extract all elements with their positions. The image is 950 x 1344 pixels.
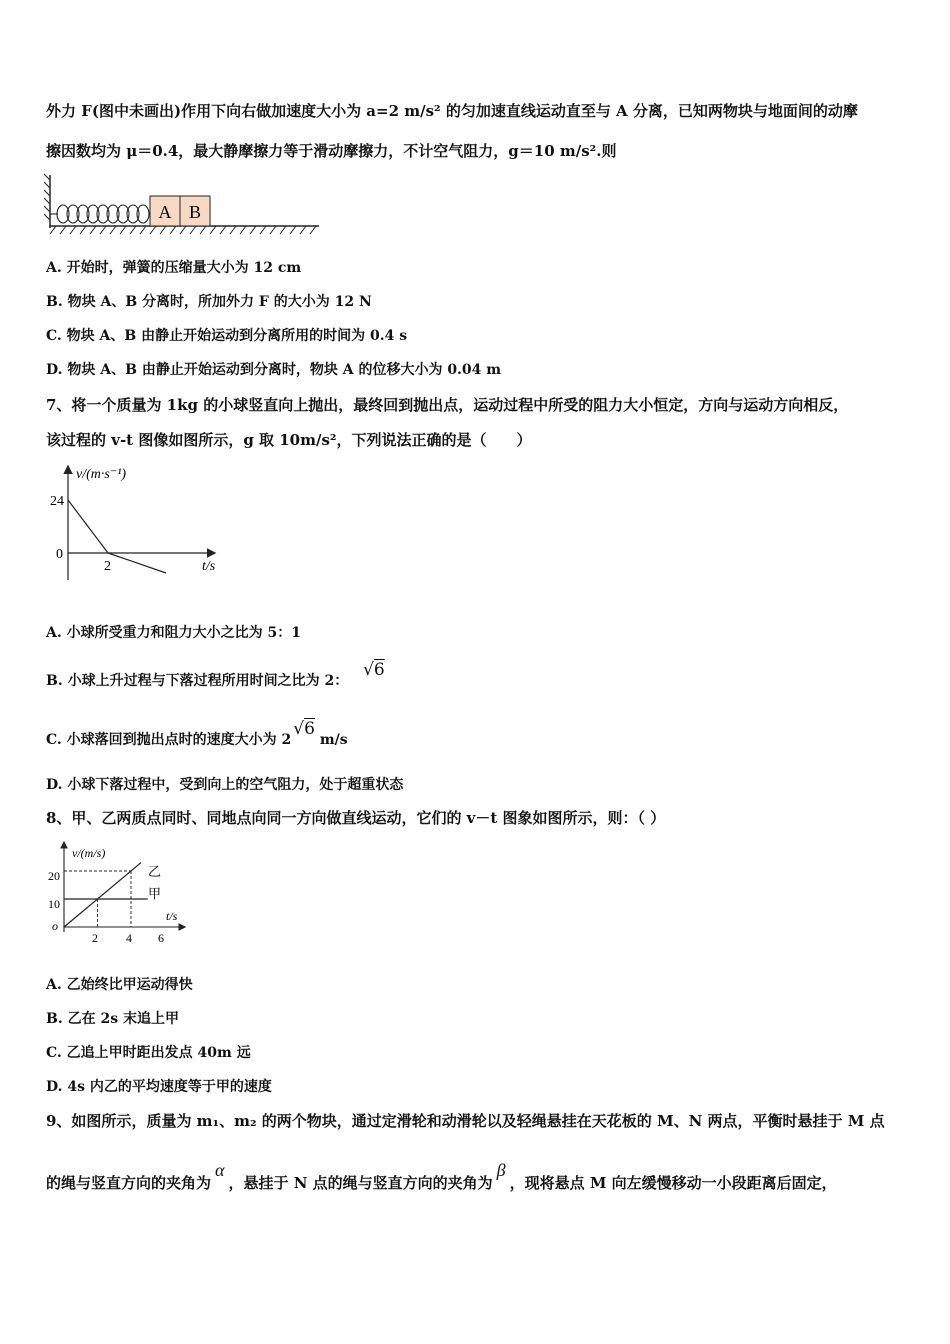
sqrt-6-c-radicand: 6: [304, 719, 315, 739]
spring-blocks-figure: [44, 170, 324, 240]
q6-text-line1: 外力 F(图中未画出)作用下向右做加速度大小为 a=2 m/s² 的匀加速直线运动直至与 A 分离，已知两物块与地面间的动摩: [46, 102, 858, 120]
q7-option-c-unit: m/s: [319, 732, 348, 748]
q7-option-c: [46, 719, 348, 750]
alpha-symbol: α: [215, 1160, 225, 1180]
q9-line2-part3: ，现将悬点 M 向左缓慢移动一小段距离后固定，: [509, 1174, 837, 1192]
q7-text-line2: 该过程的 v-t 图像如图所示，g 取 10m/s²，下列说法正确的是（ ）: [46, 431, 532, 449]
q8-option-a: A. 乙始终比甲运动得快: [46, 977, 193, 993]
q8-x-label: t/s: [166, 909, 178, 923]
block-b-label: B: [188, 202, 202, 222]
q6-text-line2: 擦因数均为 μ＝0.4，最大静摩擦力等于滑动摩擦力，不计空气阻力，g＝10 m/s².则: [46, 142, 617, 160]
q7-option-b: [46, 660, 385, 691]
sqrt-6-b: √6: [363, 660, 385, 680]
q9-text-line1: 9、如图所示，质量为 m₁、m₂ 的两个物块，通过定滑轮和动滑轮以及轻绳悬挂在天花板的 M、N 两点，平衡时悬挂于 M 点: [46, 1112, 885, 1130]
sqrt-6-c: √6: [293, 719, 315, 739]
q8-series-label-yi: 乙: [148, 864, 162, 879]
q8-y-label: v/(m/s): [72, 846, 106, 860]
q8-origin-label: o: [52, 919, 58, 933]
q8-vt-graph: [46, 838, 196, 948]
sqrt-6-b-radicand: 6: [373, 660, 385, 680]
q7-origin-label: 0: [56, 547, 63, 562]
q7-option-a: A. 小球所受重力和阻力大小之比为 5：1: [46, 625, 301, 641]
q8-y-tick-20: 20: [48, 869, 60, 883]
q7-option-d: D. 小球下落过程中，受到向上的空气阻力，处于超重状态: [46, 777, 404, 793]
q8-series-label-jia: 甲: [148, 886, 162, 901]
q8-series-line-yi: [64, 863, 141, 927]
q7-option-b-text: B. 小球上升过程与下落过程所用时间之比为 2：: [46, 673, 349, 689]
q8-y-tick-10: 10: [48, 897, 60, 911]
q9-line2-part2: ，悬挂于 N 点的绳与竖直方向的夹角为: [228, 1174, 493, 1192]
q7-fall-segment: [108, 553, 166, 573]
q8-x-tick-6: 6: [158, 931, 164, 945]
q7-vt-graph: [46, 462, 236, 582]
q7-rise-segment: [68, 500, 108, 553]
q8-option-d: D. 4s 内乙的平均速度等于甲的速度: [46, 1079, 272, 1095]
q7-x-label: t/s: [202, 559, 216, 574]
q9-text-line2: [46, 1160, 837, 1193]
q9-line2-part1: 的绳与竖直方向的夹角为: [46, 1174, 212, 1192]
q6-option-a: A. 开始时，弹簧的压缩量大小为 12 cm: [46, 260, 302, 276]
q8-option-b: B. 乙在 2s 末追上甲: [46, 1011, 179, 1027]
q8-x-tick-2: 2: [92, 931, 98, 945]
q8-x-tick-4: 4: [126, 931, 132, 945]
block-a-label: A: [158, 202, 172, 222]
q7-option-c-text: C. 小球落回到抛出点时的速度大小为 2: [46, 732, 292, 748]
q7-x-tick-2: 2: [104, 559, 111, 574]
q6-option-b: B. 物块 A、B 分离时，所加外力 F 的大小为 12 N: [46, 294, 372, 310]
q8-text-line1: 8、甲、乙两质点同时、同地点向同一方向做直线运动，它们的 v－t 图象如图所示，则：（ ）: [46, 809, 666, 827]
q7-text-line1: 7、将一个质量为 1kg 的小球竖直向上抛出，最终回到抛出点，运动过程中所受的阻力大小恒定，方向与运动方向相反，: [46, 396, 849, 414]
q6-option-d: D. 物块 A、B 由静止开始运动到分离时，物块 A 的位移大小为 0.04 m: [46, 362, 502, 378]
q7-y-tick-24: 24: [50, 494, 64, 509]
q8-option-c: C. 乙追上甲时距出发点 40m 远: [46, 1045, 251, 1061]
q7-y-label: v/(m·s⁻¹): [76, 467, 127, 482]
spring-coil: [50, 205, 150, 223]
beta-symbol: β: [496, 1160, 506, 1180]
q6-option-c: C. 物块 A、B 由静止开始运动到分离所用的时间为 0.4 s: [46, 328, 408, 344]
